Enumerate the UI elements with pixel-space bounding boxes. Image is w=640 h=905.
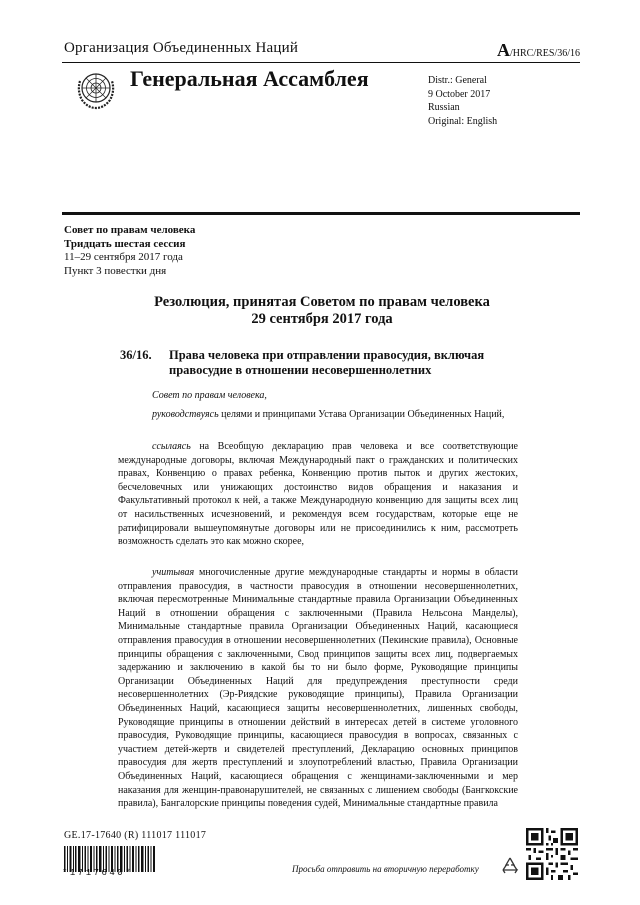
subject-line1: Права человека при отправлении правосудия, включая (169, 348, 485, 362)
resolution-title-line1: Резолюция, принятая Советом по правам человека (154, 294, 490, 310)
recycle-icon (500, 856, 520, 876)
distr-language: Russian (428, 102, 460, 113)
p3-lead: учитывая (152, 567, 195, 578)
qr-code-icon (526, 828, 578, 880)
resolution-subject-text (169, 348, 549, 378)
resolution-title (64, 294, 580, 328)
p3-text: многочисленные другие международные стандарты и нормы в области отправления правосудия, в частности правосудия в отношении несовершеннолетних, включая пересмотренные Минимальные стандартные правила Организации Объединенных Наций в отношении обращения с заключенными (Правила Нельсона Манделы), Минимальные стандартные правила Организации Объединенных Наций, касающиеся отправления правосудия в отношении несовершеннолетних (Пекинские правила), Основные принципы обращения с заключенными, Свод принципов защиты всех лиц, подвергаемых задержанию и заключению в какой бы то ни было форме, Руководящие принципы Организации Объединенных Наций для предупреждения преступности среди несовершеннолетних (Эр-Риядские руководящие принципы), Правила Организации Объединенных Наций, касающиеся защиты несовершеннолетних, лишенных свободы, Руководящие принципы в отношении действий в интересах детей в системе уголовного правосудия, Руководящие принципы, касающиеся правосудия в вопросах, связанных с участием детей-жертв и свидетелей преступлений, Декларацию основных принципов правосудия для жертв преступлений и злоупотреблений властью, Правила Организации Объединенных Наций, касающиеся обращения с женщинами-заключенными и мер наказания для женщин-правонарушителей, не связанных с лишением свободы (Бангкокские правила), Бангалорские принципы поведения судей, Минимальные стандартные правила (118, 567, 518, 810)
symbol-code: /HRC/RES/36/16 (509, 48, 580, 59)
assembly-title: Генеральная Ассамблея (130, 66, 369, 91)
header-rule (62, 62, 580, 63)
council-dates: 11–29 сентября 2017 года (64, 251, 183, 263)
recycle-note: Просьба отправить на вторичную переработку (292, 864, 479, 874)
opening-text: Совет по правам человека, (152, 390, 267, 401)
un-emblem-icon (74, 67, 118, 111)
council-agenda: Пункт 3 повестки дня (64, 264, 167, 277)
symbol-letter: A (496, 40, 510, 60)
distribution-block (428, 74, 497, 128)
resolution-title-line2: 29 сентября 2017 года (251, 311, 393, 327)
council-session: Тридцать шестая сессия (64, 237, 186, 250)
barcode-number: *1717640* (62, 868, 134, 878)
distr-original: Original: English (428, 115, 498, 127)
p2-lead: ссылаясь (152, 441, 191, 452)
job-number: GE.17-17640 (R) 111017 111017 (64, 830, 207, 841)
distr-date: 9 October 2017 (428, 88, 491, 100)
distr-line: Distr.: General (428, 75, 487, 86)
p2-text: на Всеобщую декларацию прав человека и все соответствующие международные договоры, включая Международный пакт о гражданских и политических правах, Конвенцию о правах ребенка, Конвенцию против пыток и других жестоких, бесчеловечных или унижающих достоинство видов обращения и наказания и Факультативный протокол к ней, а также Международную конвенцию для защиты всех лиц от насильственных исчезновений, и рекомендуя всем государствам, которые еще не ратифицировали вышеупомянутые договоры или не присоединились к ним, рассмотреть возможность сделать это как можно скорее, (118, 441, 518, 548)
council-block (64, 224, 195, 278)
council-name: Совет по правам человека (64, 224, 196, 236)
organization-name: Организация Объединенных Наций (64, 40, 299, 56)
resolution-number: 36/16. (120, 348, 152, 362)
document-symbol (497, 40, 580, 61)
subject-line2: правосудие в отношении несовершеннолетних (169, 363, 432, 377)
paragraph-1 (118, 408, 518, 422)
section-rule (62, 212, 580, 215)
opening-line (152, 389, 522, 403)
p1-text: целями и принципами Устава Организации Объединенных Наций, (218, 409, 505, 420)
paragraph-3 (118, 566, 518, 811)
p1-lead: руководствуясь (152, 409, 219, 420)
paragraph-2 (118, 440, 518, 549)
